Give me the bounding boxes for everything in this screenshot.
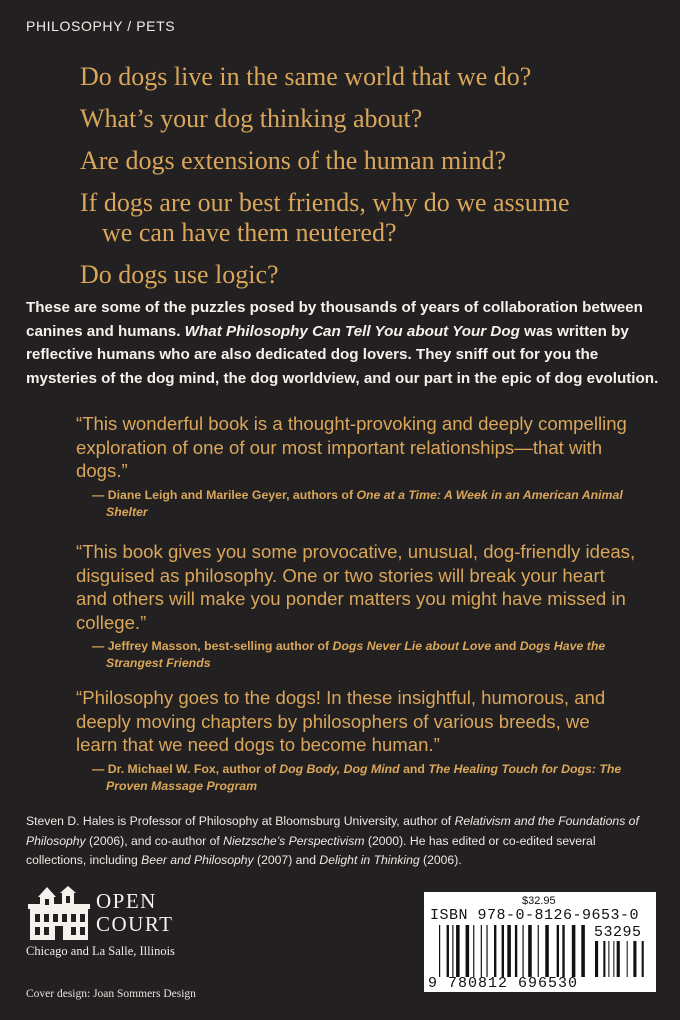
- attribution-book-title: Dogs Have the Strangest Friends: [106, 639, 606, 670]
- barcode-bar: [581, 925, 585, 977]
- barcode-bar: [627, 941, 628, 977]
- barcode-bar: [486, 925, 487, 977]
- attribution-text: — Jeffrey Masson, best-selling author of: [92, 639, 333, 653]
- barcode-bar: [456, 925, 460, 977]
- barcode-bar: [507, 925, 511, 977]
- bio-book-title: Nietzsche’s Perspectivism: [223, 833, 365, 848]
- question-text-continued: we can have them neutered?: [102, 218, 397, 247]
- barcode-bar: [545, 925, 549, 977]
- barcode-bar: [439, 925, 440, 977]
- price-label: $32.95: [522, 895, 556, 907]
- addon-code-text: 53295: [594, 924, 642, 941]
- barcode-bar: [538, 925, 539, 977]
- barcode-bar: [494, 925, 496, 977]
- barcode-bar: [557, 925, 559, 977]
- barcode-bar: [617, 941, 620, 977]
- publisher-location: Chicago and La Salle, Illinois: [26, 944, 175, 958]
- bio-book-title: Delight in Thinking: [319, 853, 420, 867]
- endorsement-quote: [76, 412, 636, 521]
- quote-attribution: [76, 638, 636, 672]
- bio-book-title: Relativism and the Foundations of Philosophy: [26, 814, 639, 848]
- barcode-bar: [515, 925, 517, 977]
- barcode-bar: [447, 925, 449, 977]
- question-item: [80, 104, 640, 134]
- publisher-name-line: COURT: [96, 912, 174, 936]
- publisher-name: [96, 890, 173, 936]
- intro-text: These are some of the puzzles posed by thousands of years of collaboration between canines and humans.: [26, 299, 643, 340]
- question-item: [80, 260, 640, 290]
- bio-text: (2000). He has edited or co-edited several collections, including: [26, 833, 596, 867]
- question-text: What’s your dog thinking about?: [80, 104, 423, 133]
- barcode-bar: [481, 925, 482, 977]
- question-text: If dogs are our best friends, why do we assume: [80, 188, 570, 217]
- attribution-text: — Diane Leigh and Marilee Geyer, authors of: [92, 487, 357, 502]
- barcode-bar: [452, 925, 453, 977]
- barcode-bar: [502, 925, 504, 977]
- barcode-bar: [608, 941, 609, 977]
- attribution-text: and: [491, 639, 520, 653]
- barcode-panel: [424, 892, 656, 992]
- question-item: [80, 62, 640, 92]
- barcode-bar: [613, 941, 614, 977]
- barcode-bar: [466, 925, 470, 977]
- barcode-bar: [603, 941, 605, 977]
- question-text: Are dogs extensions of the human mind?: [80, 146, 507, 175]
- bio-text: (2007) and: [253, 853, 320, 867]
- attribution-book-title: Dogs Never Lie about Love: [332, 639, 492, 653]
- endorsement-quote: [76, 540, 636, 672]
- book-title: What Philosophy Can Tell You about Your Dog: [184, 322, 520, 340]
- quote-text: “This book gives you some provocative, unusual, dog-friendly ideas, disguised as philosophy. One or two stories will break your heart and others will make you ponder matters you might have missed in college.”: [76, 541, 636, 633]
- attribution-text: — Dr. Michael W. Fox, author of: [92, 761, 280, 776]
- intro-paragraph: [26, 296, 662, 390]
- question-list: [80, 62, 640, 302]
- quote-text: “This wonderful book is a thought-provoking and deeply compelling exploration of one of our most important relationships—that with dogs.”: [76, 413, 627, 481]
- attribution-book-title: Dog Body, Dog Mind: [279, 761, 400, 776]
- bio-text: Steven D. Hales is Professor of Philosophy at Bloomsburg University, author of: [26, 814, 455, 828]
- endorsement-quote: [76, 686, 636, 795]
- question-text: Do dogs use logic?: [80, 260, 279, 289]
- barcode-bar: [528, 925, 532, 977]
- addon-barcode: [594, 941, 646, 977]
- attribution-book-title: The Healing Touch for Dogs: The Proven Massage Program: [106, 761, 622, 793]
- ean-barcode: [438, 925, 588, 977]
- barcode-bar: [572, 925, 576, 977]
- ean-digits-text: 9 780812 696530: [428, 975, 579, 992]
- attribution-text: and: [399, 761, 429, 776]
- bio-text: (2006).: [419, 853, 462, 867]
- quote-text: “Philosophy goes to the dogs! In these insightful, humorous, and deeply moving chapters by philosophers of various breeds, we learn that we need dogs to become human.”: [76, 687, 606, 755]
- barcode-bar: [633, 941, 636, 977]
- intro-text: was written by reflective humans who are also dedicated dog lovers. They sniff out for you the mysteries of the dog mind, the dog worldview, and our part in the epic of dog evolution.: [26, 322, 659, 387]
- publisher-block: [26, 884, 226, 964]
- barcode-bar: [562, 925, 564, 977]
- barcode-bar: [642, 941, 644, 977]
- quote-attribution: [76, 761, 636, 795]
- author-bio: [26, 812, 656, 871]
- publisher-name-line: OPEN: [96, 889, 157, 913]
- bio-text: (2006), and co-author of: [85, 833, 224, 848]
- isbn-text: ISBN 978-0-8126-9653-0: [430, 907, 640, 924]
- barcode-bar: [595, 941, 598, 977]
- category-label: PHILOSOPHY / PETS: [26, 18, 176, 34]
- question-text: Do dogs live in the same world that we do?: [80, 62, 532, 91]
- question-item: [80, 146, 640, 176]
- barcode-bar: [473, 925, 474, 977]
- cover-credit: Cover design: Joan Sommers Design: [26, 988, 196, 1000]
- barcode-bar: [522, 925, 523, 977]
- castle-building-icon: [26, 886, 92, 942]
- attribution-book-title: One at a Time: A Week in an American Animal Shelter: [106, 487, 623, 519]
- bio-book-title: Beer and Philosophy: [141, 853, 254, 867]
- question-item: [80, 188, 640, 248]
- quote-attribution: [76, 487, 636, 521]
